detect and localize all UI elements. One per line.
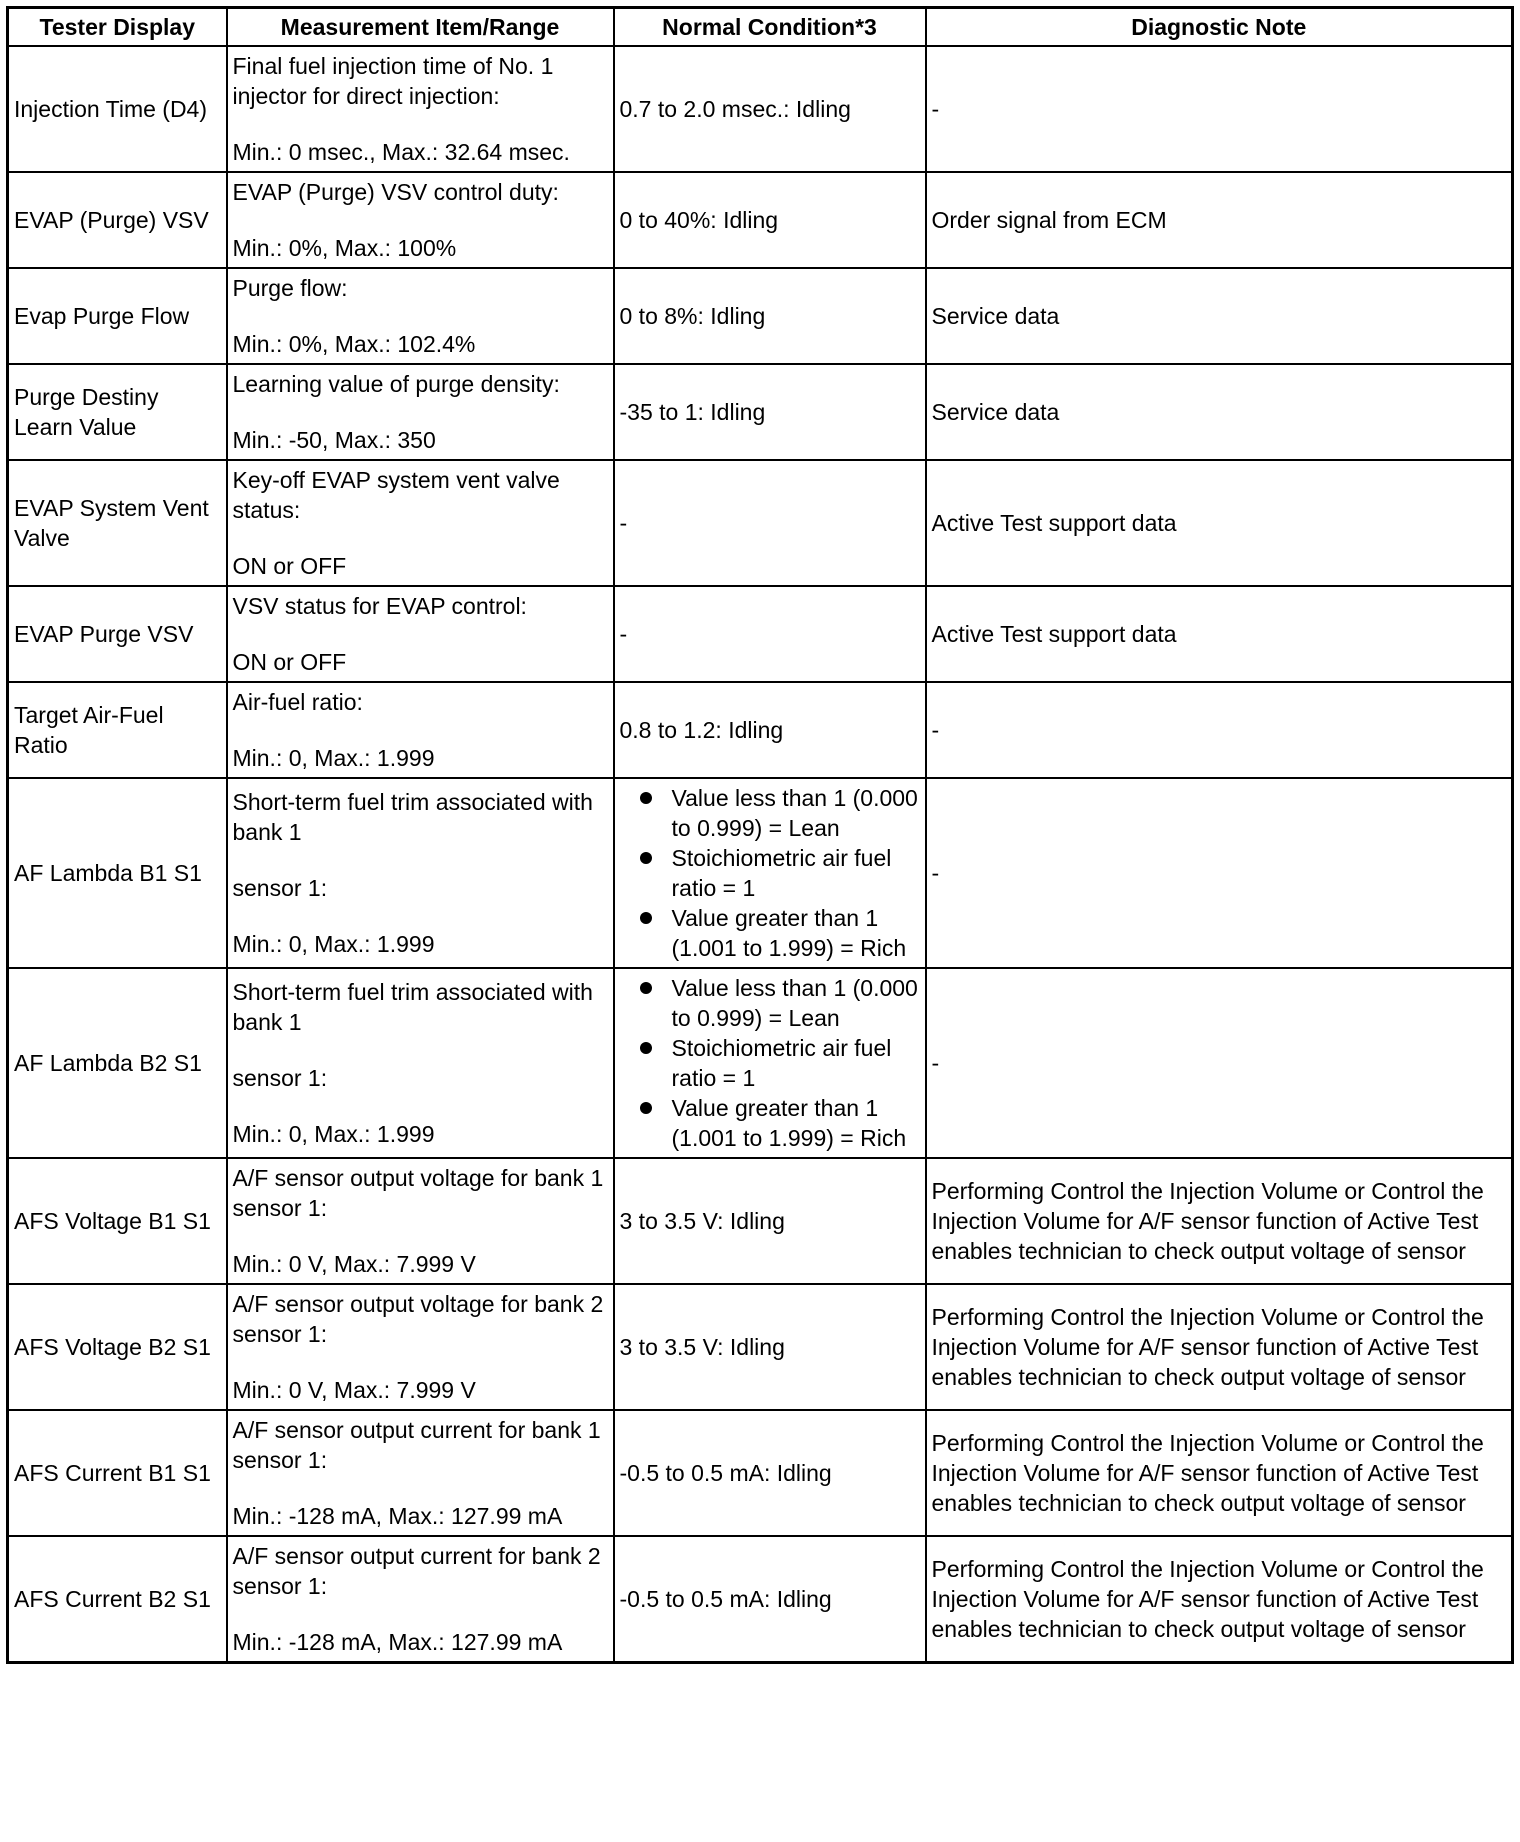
header-measurement-item: Measurement Item/Range <box>227 8 614 47</box>
measurement-item-cell <box>227 968 614 1158</box>
tester-display-cell: AFS Current B1 S1 <box>8 1410 227 1536</box>
document-page <box>6 6 1514 1664</box>
table-row <box>8 460 1513 586</box>
bullet-text: Value greater than 1 (1.001 to 1.999) = Rich <box>671 1095 907 1151</box>
normal-condition-cell: -0.5 to 0.5 mA: Idling <box>614 1536 926 1663</box>
normal-condition-cell: -0.5 to 0.5 mA: Idling <box>614 1410 926 1536</box>
bullet-text: Stoichiometric air fuel ratio = 1 <box>671 845 892 901</box>
bullet-icon <box>640 1102 652 1114</box>
measurement-line: A/F sensor output current for bank 1 sensor 1: <box>232 1417 601 1473</box>
bullet-text: Stoichiometric air fuel ratio = 1 <box>671 1035 892 1091</box>
normal-condition-cell <box>614 778 926 968</box>
tester-display-cell: Target Air-Fuel Ratio <box>8 682 227 778</box>
measurement-line: Key-off EVAP system vent valve status: <box>232 467 560 523</box>
line-gap <box>233 111 608 137</box>
table-row <box>8 268 1513 364</box>
measurement-item-cell <box>227 586 614 682</box>
measurement-item-cell <box>227 1284 614 1410</box>
diagnostic-note-cell: Performing Control the Injection Volume or Control the Injection Volume for A/F sensor function of Active Test enables technician to check output voltage of sensor <box>926 1410 1513 1536</box>
line-gap <box>233 717 608 743</box>
diagnostic-note-cell: Active Test support data <box>926 460 1513 586</box>
diagnostic-note-cell: - <box>926 682 1513 778</box>
measurement-line: Final fuel injection time of No. 1 injector for direct injection: <box>232 53 554 109</box>
measurement-line: Min.: -128 mA, Max.: 127.99 mA <box>232 1629 563 1655</box>
tester-display-cell: Purge Destiny Learn Value <box>8 364 227 460</box>
measurement-line: Min.: 0%, Max.: 100% <box>232 235 457 261</box>
diagnostic-note-cell: Service data <box>926 364 1513 460</box>
table-row <box>8 586 1513 682</box>
list-item <box>620 783 920 843</box>
diagnostic-note-cell: Order signal from ECM <box>926 172 1513 268</box>
measurement-line: Learning value of purge density: <box>232 371 560 397</box>
bullet-text: Value greater than 1 (1.001 to 1.999) = Rich <box>671 905 907 961</box>
bullet-icon <box>640 982 652 994</box>
data-list-table <box>6 6 1514 1664</box>
list-item <box>620 1033 920 1093</box>
table-row <box>8 1284 1513 1410</box>
tester-display-cell: AFS Voltage B1 S1 <box>8 1158 227 1284</box>
measurement-item-cell <box>227 268 614 364</box>
bullet-icon <box>640 912 652 924</box>
tester-display-cell: Evap Purge Flow <box>8 268 227 364</box>
list-item <box>620 903 920 963</box>
diagnostic-note-cell: Performing Control the Injection Volume or Control the Injection Volume for A/F sensor function of Active Test enables technician to check output voltage of sensor <box>926 1158 1513 1284</box>
normal-condition-cell: 3 to 3.5 V: Idling <box>614 1284 926 1410</box>
measurement-line: Min.: 0, Max.: 1.999 <box>232 1121 435 1147</box>
measurement-line: Min.: 0%, Max.: 102.4% <box>232 331 476 357</box>
line-gap <box>233 903 608 929</box>
header-diagnostic-note: Diagnostic Note <box>926 8 1513 47</box>
measurement-line: sensor 1: <box>232 875 328 901</box>
table-body <box>8 46 1513 1663</box>
line-gap <box>233 1601 608 1627</box>
measurement-item-cell <box>227 364 614 460</box>
measurement-line: A/F sensor output current for bank 2 sensor 1: <box>232 1543 601 1599</box>
normal-condition-list <box>620 973 920 1153</box>
normal-condition-cell: 0 to 40%: Idling <box>614 172 926 268</box>
header-row <box>8 8 1513 47</box>
diagnostic-note-cell: - <box>926 968 1513 1158</box>
bullet-icon <box>640 1042 652 1054</box>
normal-condition-cell: -35 to 1: Idling <box>614 364 926 460</box>
measurement-line: Air-fuel ratio: <box>232 689 363 715</box>
line-gap <box>233 399 608 425</box>
diagnostic-note-cell: Service data <box>926 268 1513 364</box>
line-gap <box>233 525 608 551</box>
measurement-line: Min.: 0 V, Max.: 7.999 V <box>232 1251 476 1277</box>
measurement-item-cell <box>227 778 614 968</box>
tester-display-cell: EVAP Purge VSV <box>8 586 227 682</box>
diagnostic-note-cell: - <box>926 46 1513 172</box>
line-gap <box>233 621 608 647</box>
line-gap <box>233 847 608 873</box>
measurement-item-cell <box>227 460 614 586</box>
normal-condition-cell: - <box>614 460 926 586</box>
measurement-line: Min.: -50, Max.: 350 <box>232 427 436 453</box>
table-row <box>8 682 1513 778</box>
measurement-line: Min.: 0 msec., Max.: 32.64 msec. <box>232 139 570 165</box>
table-row <box>8 1536 1513 1663</box>
measurement-line: EVAP (Purge) VSV control duty: <box>232 179 559 205</box>
normal-condition-cell: 3 to 3.5 V: Idling <box>614 1158 926 1284</box>
measurement-line: ON or OFF <box>232 649 347 675</box>
tester-display-cell: Injection Time (D4) <box>8 46 227 172</box>
normal-condition-cell: 0 to 8%: Idling <box>614 268 926 364</box>
list-item <box>620 843 920 903</box>
measurement-line: Min.: 0, Max.: 1.999 <box>232 931 435 957</box>
diagnostic-note-cell: Performing Control the Injection Volume or Control the Injection Volume for A/F sensor function of Active Test enables technician to check output voltage of sensor <box>926 1536 1513 1663</box>
line-gap <box>233 1223 608 1249</box>
table-row <box>8 46 1513 172</box>
measurement-line: Min.: 0 V, Max.: 7.999 V <box>232 1377 476 1403</box>
bullet-text: Value less than 1 (0.000 to 0.999) = Lean <box>671 785 918 841</box>
normal-condition-cell: 0.7 to 2.0 msec.: Idling <box>614 46 926 172</box>
tester-display-cell: EVAP (Purge) VSV <box>8 172 227 268</box>
tester-display-cell: AF Lambda B2 S1 <box>8 968 227 1158</box>
header-normal-condition: Normal Condition*3 <box>614 8 926 47</box>
bullet-icon <box>640 852 652 864</box>
table-row <box>8 172 1513 268</box>
tester-display-cell: AFS Current B2 S1 <box>8 1536 227 1663</box>
measurement-line: Purge flow: <box>232 275 348 301</box>
measurement-line: Min.: 0, Max.: 1.999 <box>232 745 435 771</box>
measurement-item-cell <box>227 682 614 778</box>
line-gap <box>233 1475 608 1501</box>
diagnostic-note-cell: Performing Control the Injection Volume or Control the Injection Volume for A/F sensor function of Active Test enables technician to check output voltage of sensor <box>926 1284 1513 1410</box>
measurement-item-cell <box>227 1158 614 1284</box>
measurement-line: A/F sensor output voltage for bank 2 sensor 1: <box>232 1291 604 1347</box>
normal-condition-cell: - <box>614 586 926 682</box>
table-row <box>8 778 1513 968</box>
table-row <box>8 968 1513 1158</box>
tester-display-cell: AFS Voltage B2 S1 <box>8 1284 227 1410</box>
list-item <box>620 1093 920 1153</box>
table-row <box>8 1158 1513 1284</box>
measurement-item-cell <box>227 1536 614 1663</box>
measurement-line: VSV status for EVAP control: <box>232 593 527 619</box>
tester-display-cell: AF Lambda B1 S1 <box>8 778 227 968</box>
list-item <box>620 973 920 1033</box>
line-gap <box>233 1037 608 1063</box>
bullet-text: Value less than 1 (0.000 to 0.999) = Lean <box>671 975 918 1031</box>
normal-condition-list <box>620 783 920 963</box>
line-gap <box>233 303 608 329</box>
diagnostic-note-cell: Active Test support data <box>926 586 1513 682</box>
measurement-line: Short-term fuel trim associated with bank 1 <box>232 789 593 845</box>
tester-display-cell: EVAP System Vent Valve <box>8 460 227 586</box>
measurement-item-cell <box>227 1410 614 1536</box>
measurement-line: ON or OFF <box>232 553 347 579</box>
measurement-line: A/F sensor output voltage for bank 1 sensor 1: <box>232 1165 604 1221</box>
line-gap <box>233 1093 608 1119</box>
bullet-icon <box>640 792 652 804</box>
table-row <box>8 1410 1513 1536</box>
measurement-line: Min.: -128 mA, Max.: 127.99 mA <box>232 1503 563 1529</box>
header-tester-display: Tester Display <box>8 8 227 47</box>
table-row <box>8 364 1513 460</box>
measurement-item-cell <box>227 172 614 268</box>
measurement-item-cell <box>227 46 614 172</box>
measurement-line: Short-term fuel trim associated with bank 1 <box>232 979 593 1035</box>
measurement-line: sensor 1: <box>232 1065 328 1091</box>
line-gap <box>233 207 608 233</box>
normal-condition-cell: 0.8 to 1.2: Idling <box>614 682 926 778</box>
diagnostic-note-cell: - <box>926 778 1513 968</box>
normal-condition-cell <box>614 968 926 1158</box>
line-gap <box>233 1349 608 1375</box>
